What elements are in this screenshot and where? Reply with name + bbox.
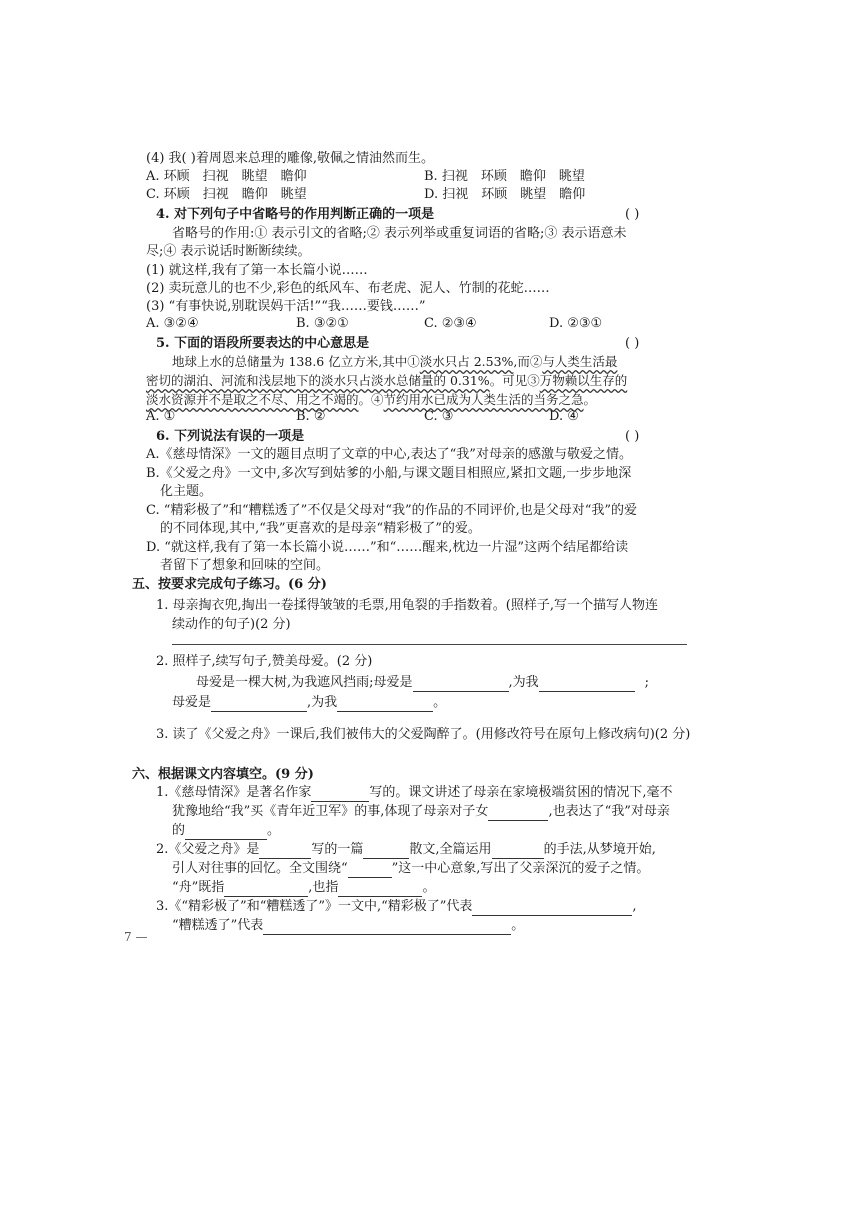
q5-option-d: D. ④ (549, 409, 579, 424)
sec5-q1-line1: 1. 母亲掏衣兜,掏出一卷揉得皱皱的毛票,用龟裂的手指数着。(照样子,写一个描写人物连 (156, 598, 659, 613)
sec5-q2-text-1: 母爱是一棵大树,为我遮风挡雨;母爱是 (196, 675, 413, 690)
sec6-q1-blank-3[interactable] (185, 825, 267, 840)
sec5-q2-line2 (172, 694, 446, 712)
q5-option-b: B. ② (296, 409, 326, 424)
q5-p1-text: 地球上水的总储量为 138.6 亿立方米,其中① (172, 354, 420, 369)
sec6-q2-line2 (172, 860, 649, 878)
sec6-q3-text-1: 3.《“精彩极了”和“糟糕透了”》一文中,“精彩极了”代表 (156, 899, 473, 914)
sec6-q2-line3 (172, 879, 435, 897)
sec5-q3: 3. 读了《父爱之舟》一课后,我们被伟大的父爱陶醉了。(用修改符号在原句上修改病句)(2 分) (156, 727, 691, 742)
sec6-q1-line3 (172, 822, 280, 840)
q6-option-a: A.《慈母情深》一文的题目点明了文章的中心,表达了“我”对母亲的感激与敬爱之情。 (146, 447, 632, 462)
q5-p1-underlined: 淡水只占 2.53% (419, 354, 514, 369)
sec6-q1-blank-2[interactable] (488, 806, 548, 821)
q5-p3-end: 。 (583, 392, 597, 407)
q3-4-option-d: D. 扫视 环顾 眺望 瞻仰 (424, 187, 586, 202)
q5-option-a: A. ① (146, 409, 176, 424)
q3-4-option-b: B. 扫视 环顾 瞻仰 眺望 (424, 169, 585, 184)
sec6-q3-blank-2[interactable] (263, 920, 511, 935)
q6-option-d-line2: 者留下了想象和回味的空间。 (160, 558, 330, 573)
q4-sentence-3: (3) “有事快说,别耽误妈干活!”“我……要钱……” (146, 299, 426, 314)
sec6-q2-text-4: 的手法,从梦境开始, (543, 842, 656, 857)
q5-passage-line1 (172, 353, 617, 371)
q6-option-b-line2: 化主题。 (160, 484, 213, 499)
q4-option-d: D. ②③① (549, 316, 603, 331)
sec5-q2-text-2: ,为我 (508, 675, 539, 690)
sec6-q2-blank-2[interactable] (363, 844, 409, 859)
sec5-q2-blank-1[interactable] (413, 677, 509, 692)
q4-option-c: C. ②③④ (424, 316, 477, 331)
sec6-q1-text-6: 。 (267, 823, 281, 838)
sec5-q2-text-3: 母爱是 (172, 695, 212, 710)
q5-stem: 5. 下面的语段所要表达的中心意思是 (156, 336, 370, 351)
sec6-q1-text-1: 1.《慈母情深》是著名作家 (156, 785, 312, 800)
sec6-q1-blank-1[interactable] (311, 787, 369, 802)
sec6-q3-line1 (156, 898, 637, 916)
sec6-q2-blank-4[interactable] (348, 863, 392, 878)
q5-answer-paren[interactable]: ( ) (625, 336, 640, 351)
section-6-title: 六、根据课文内容填空。(9 分) (132, 767, 314, 782)
sec6-q1-line2 (172, 803, 670, 821)
q5-p3-underlined: 淡水资源并不是取之不尽、用之不竭的 (146, 392, 359, 407)
sec6-q3-blank-1[interactable] (472, 901, 632, 916)
sec5-q2-blank-4[interactable] (337, 697, 433, 712)
q5-p2-underlined: 密切的湖泊、河流和浅层地下的淡水只占淡水总储量的 0.31% (146, 373, 490, 388)
sec6-q2-text-8: ,也指 (308, 880, 339, 895)
q5-p1-mark: ,而② (513, 354, 543, 369)
sec6-q1-text-2: 写的。课文讲述了母亲在家境极端贫困的情况下,毫不 (369, 785, 673, 800)
sec6-q1-text-3: 犹豫地给“我”买《青年近卫军》的事,体现了母亲对子女 (172, 804, 489, 819)
q4-sentence-1: (1) 就这样,我有了第一本长篇小说…… (146, 263, 368, 278)
sec6-q2-text-1: 2.《父爱之舟》是 (156, 842, 260, 857)
sec6-q3-line2 (172, 917, 524, 935)
sec6-q2-text-6: ”这一中心意象,写出了父亲深沉的爱子之情。 (391, 861, 650, 876)
q3-4-stem: (4) 我( )着周恩来总理的雕像,敬佩之情油然而生。 (146, 151, 434, 166)
q5-p3-mark: 。④ (358, 392, 384, 407)
q4-answer-paren[interactable]: ( ) (625, 207, 640, 222)
section-5-title: 五、按要求完成句子练习。(6 分) (132, 577, 327, 592)
sec5-q2-semicolon: ; (644, 675, 650, 690)
sec6-q2-blank-3[interactable] (492, 844, 544, 859)
q6-answer-paren[interactable]: ( ) (625, 429, 640, 444)
sec6-q2-text-2: 写的一篇 (311, 842, 364, 857)
sec6-q1-text-5: 的 (172, 823, 186, 838)
sec5-q2-blank-3[interactable] (211, 697, 307, 712)
q5-option-c: C. ③ (424, 409, 454, 424)
sec6-q1-line1 (156, 784, 673, 802)
q3-4-option-c: C. 环顾 扫视 瞻仰 眺望 (146, 187, 307, 202)
q5-p1-underlined-2: 与人类生活最 (542, 354, 618, 369)
q4-stem: 4. 对下列句子中省略号的作用判断正确的一项是 (156, 207, 435, 222)
q4-option-a: A. ③②④ (146, 316, 199, 331)
q4-sentence-2: (2) 卖玩意儿的也不少,彩色的纸风车、布老虎、泥人、竹制的花蛇…… (146, 281, 550, 296)
q4-info-line1: 省略号的作用:① 表示引文的省略;② 表示列举或重复词语的省略;③ 表示语意未 (172, 226, 627, 241)
q5-passage-line2 (146, 372, 627, 390)
sec6-q2-blank-5[interactable] (224, 882, 308, 897)
sec5-q2-line1 (196, 674, 649, 692)
sec5-q2-blank-2[interactable] (539, 677, 635, 692)
sec6-q2-text-3: 散文,全篇运用 (409, 842, 492, 857)
sec6-q2-text-7: “舟”既指 (172, 880, 225, 895)
sec5-q2-period: 。 (433, 695, 447, 710)
q6-option-c-line1: C. “精彩极了”和“糟糕透了”不仅是父母对“我”的作品的不同评价,也是父母对“我”的爱 (146, 503, 638, 518)
sec5-q2-stem: 2. 照样子,续写句子,赞美母爱。(2 分) (156, 654, 373, 669)
sec6-q3-text-3: “糟糕透了”代表 (172, 918, 264, 933)
q4-info-line2: 尽;④ 表示说话时断断续续。 (146, 244, 311, 259)
sec6-q3-text-4: 。 (511, 918, 525, 933)
q5-passage-line3 (146, 391, 596, 409)
q6-option-d-line1: D. “就这样,我有了第一本长篇小说……”和“……醒来,枕边一片湿”这两个结尾都给读 (146, 540, 629, 555)
sec5-q2-text-4: ,为我 (307, 695, 338, 710)
sec6-q2-text-5: 引人对往事的回忆。全文围绕“ (172, 861, 348, 876)
q6-option-c-line2: 的不同体现,其中,“我”更喜欢的是母亲“精彩极了”的爱。 (160, 521, 481, 536)
sec6-q3-text-2: , (632, 899, 637, 914)
sec6-q2-blank-1[interactable] (259, 844, 311, 859)
q5-p3-underlined-2: 节约用水已成为人类生活的当务之急 (383, 392, 584, 407)
q6-stem: 6. 下列说法有误的一项是 (156, 429, 305, 444)
sec6-q2-blank-6[interactable] (338, 882, 422, 897)
sec6-q2-text-9: 。 (422, 880, 436, 895)
q4-option-b: B. ③②① (296, 316, 349, 331)
q5-p2-underlined-2: 万物赖以生存的 (539, 373, 628, 388)
sec6-q1-text-4: ,也表达了“我”对母亲 (548, 804, 670, 819)
sec6-q2-line1 (156, 841, 656, 859)
q3-4-option-a: A. 环顾 扫视 眺望 瞻仰 (146, 169, 307, 184)
q5-p2-mark: 。可见③ (489, 373, 540, 388)
sec5-q1-answer-line[interactable] (172, 644, 687, 645)
sec5-q1-line2: 续动作的句子)(2 分) (172, 617, 291, 632)
q6-option-b-line1: B.《父爱之舟》一文中,多次写到姑爹的小船,与课文题目相照应,紧扣文题,一步步地深 (146, 466, 632, 481)
page-number: 7 — (124, 930, 148, 944)
